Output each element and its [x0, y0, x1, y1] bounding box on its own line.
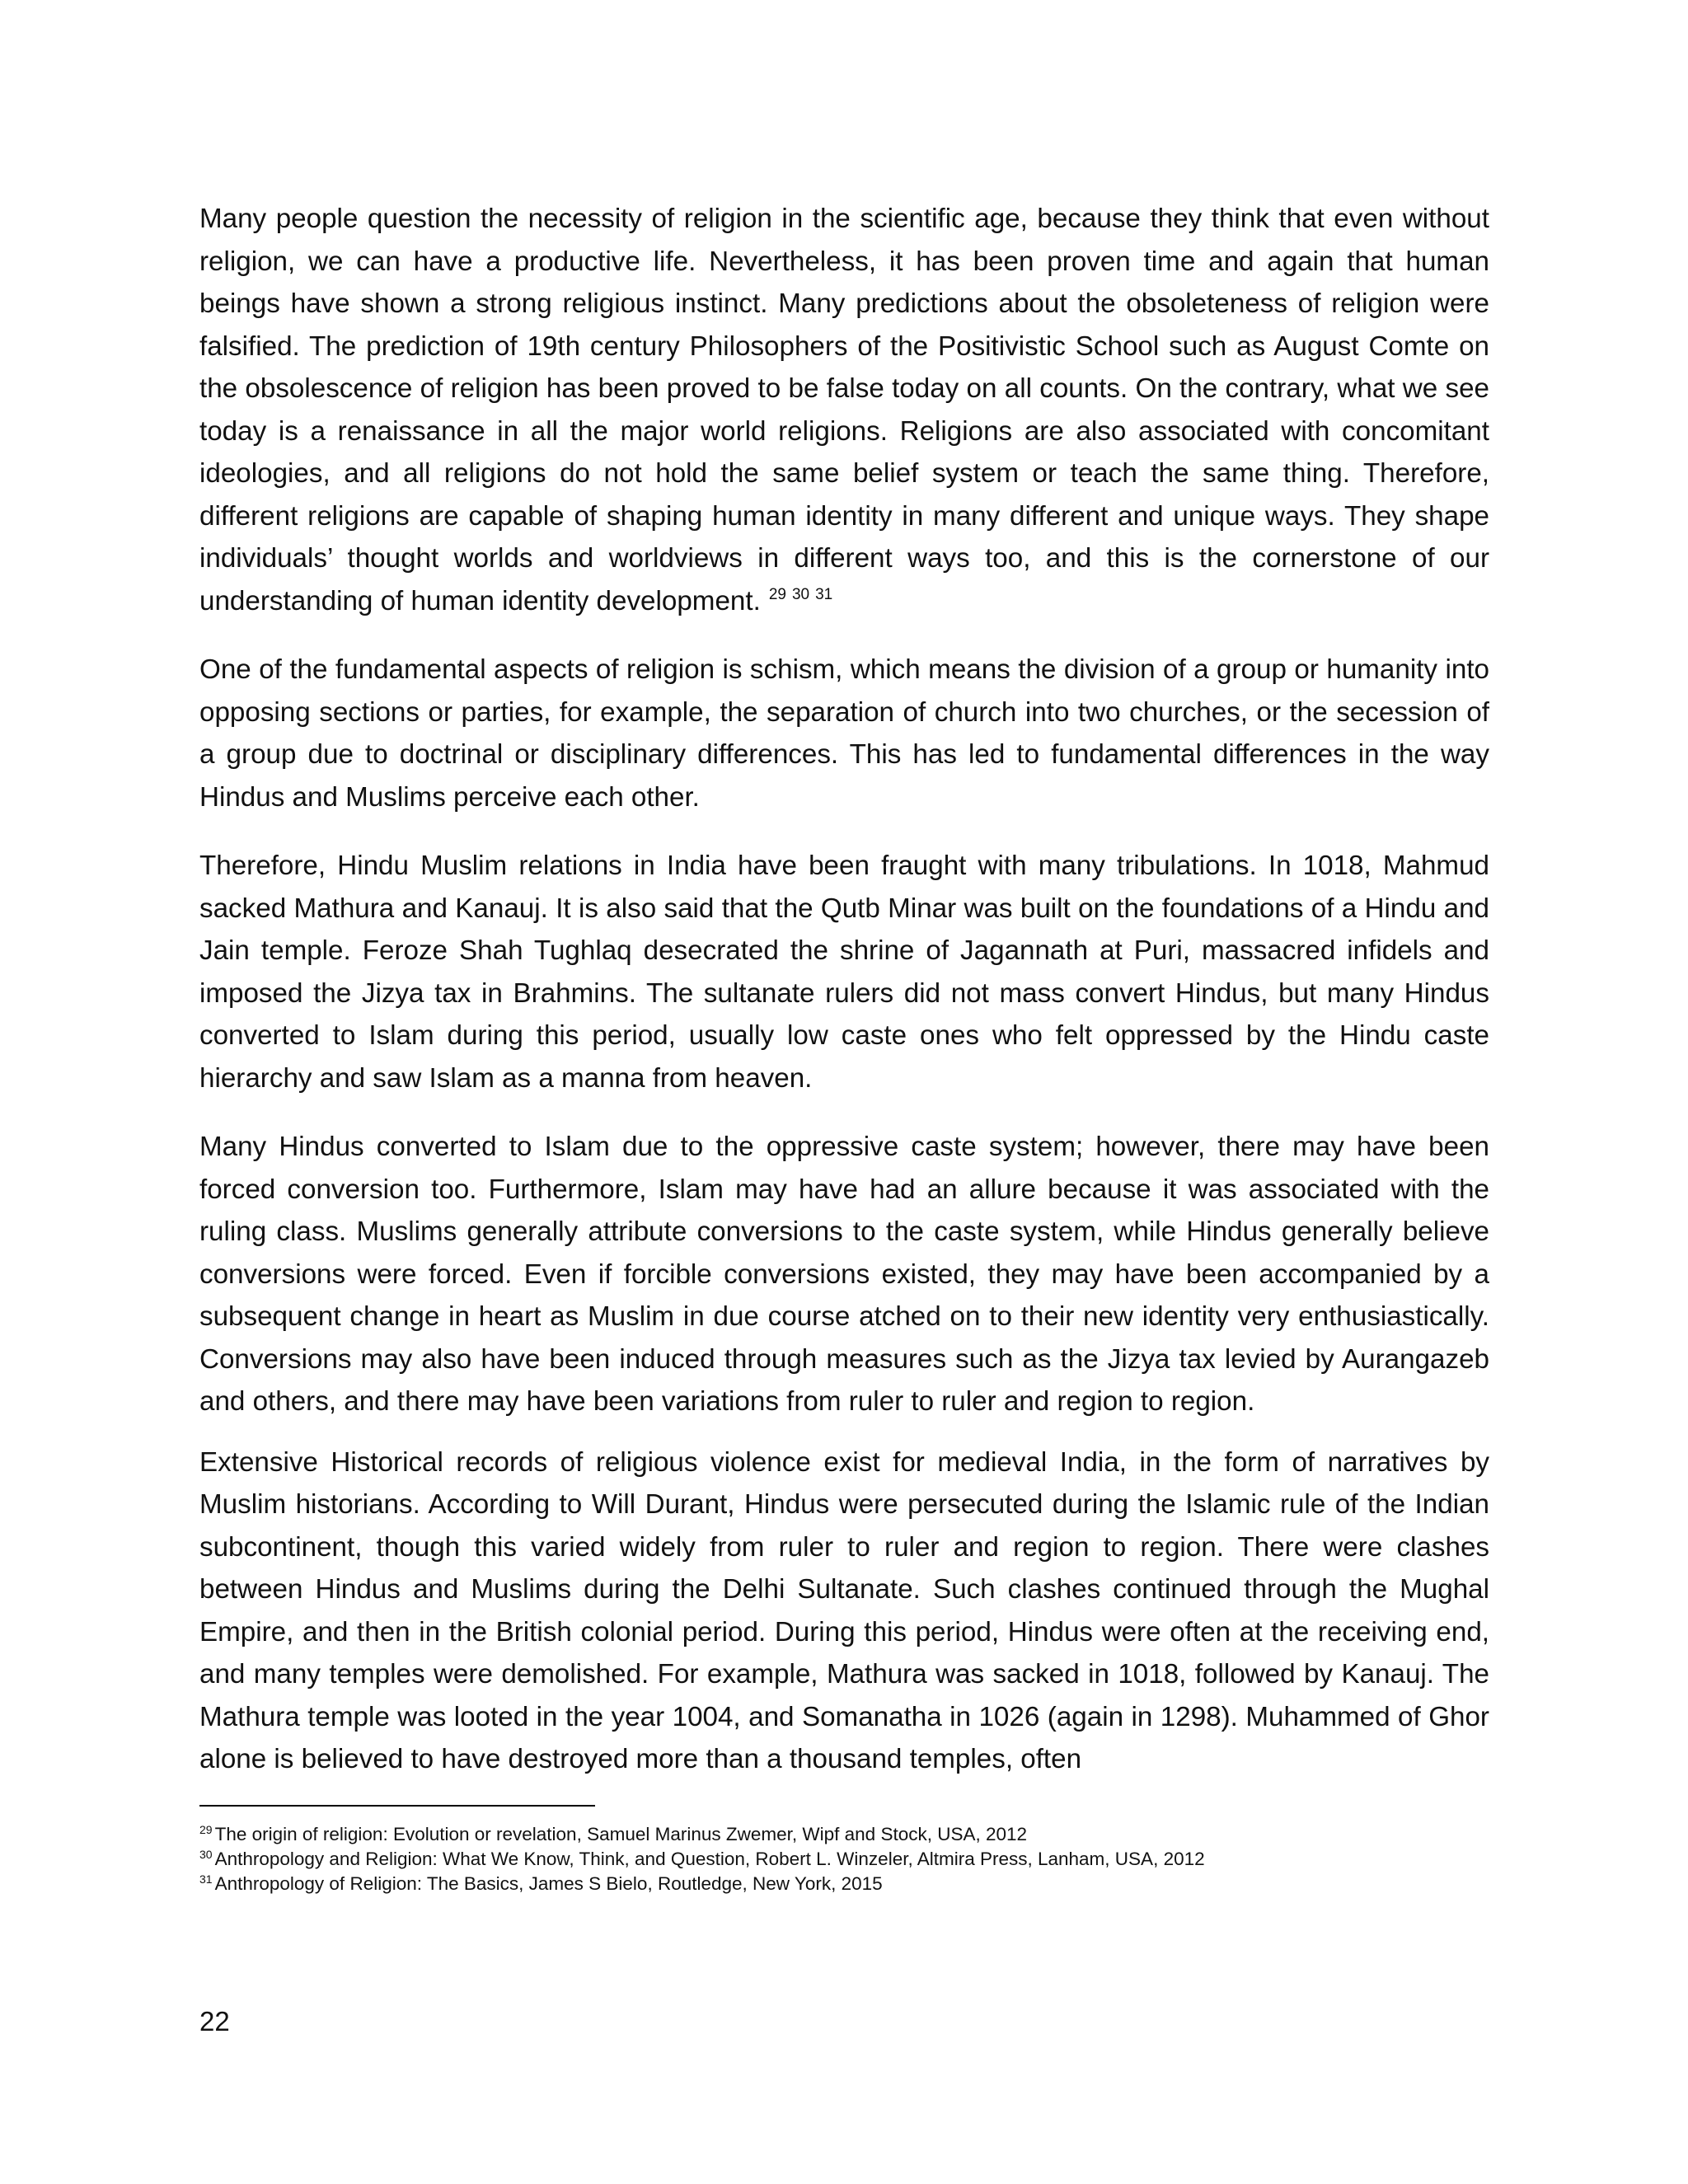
footnote-text: The origin of religion: Evolution or revelation, Samuel Marinus Zwemer, Wipf and Stock, USA, 2012: [214, 1824, 1028, 1844]
page-number: 22: [199, 2006, 230, 2036]
footnote-ref-31: 31: [815, 586, 833, 604]
footnotes: [199, 1822, 1489, 1896]
footnote-number: 29: [199, 1822, 213, 1836]
paragraph-text: Many people question the necessity of religion in the scientific age, because they think that even without religion, we can have a productive life. Nevertheless, it has been proven time and again that human beings have shown a strong religious instinct. Many predictions about the obsoleteness of religion were falsified. The prediction of 19th century Philosophers of the Positivistic School such as August Comte on the obsolescence of religion has been proved to be false today on all counts. On the contrary, what we see today is a renaissance in all the major world religions. Religions are also associated with concomitant ideologies, and all religions do not hold the same belief system or teach the same thing. Therefore, different religions are capable of shaping human identity in many different and unique ways. They shape individuals’ thought worlds and worldviews in different ways too, and this is the cornerstone of our understanding of human identity development.: [199, 204, 1489, 616]
footnote-30: [199, 1847, 1489, 1872]
footnote-separator: [199, 1805, 595, 1807]
paragraph-conversions: Many Hindus converted to Islam due to the oppressive caste system; however, there may have been forced conversion too. Furthermore, Islam may have had an allure because it was associated with the ruling class. Muslims generally attribute conversions to the caste system, while Hindus generally believe conversions were forced. Even if forcible conversions existed, they may have been accompanied by a subsequent change in heart as Muslim in due course atched on to their new identity very enthusiastically. Conversions may also have been induced through measures such as the Jizya tax levied by Aurangazeb and others, and there may have been variations from ruler to ruler and region to region.: [199, 1132, 1489, 1417]
body-text: [199, 198, 1489, 1781]
paragraph-historical-records: Extensive Historical records of religious violence exist for medieval India, in the form of narratives by Muslim historians. According to Will Durant, Hindus were persecuted during the Islamic rule of the Indian subcontinent, though this varied widely from ruler to ruler and region to region. There were clashes between Hindus and Muslims during the Delhi Sultanate. Such clashes continued through the Mughal Empire, and then in the British colonial period. During this period, Hindus were often at the receiving end, and many temples were demolished. For example, Mathura was sacked in 1018, followed by Kanauj. The Mathura temple was looted in the year 1004, and Somanatha in 1026 (again in 1298). Muhammed of Ghor alone is believed to have destroyed more than a thousand temples, often: [199, 1446, 1489, 1774]
paragraph-hindu-muslim-relations: Therefore, Hindu Muslim relations in India have been fraught with many tribulations. In 1018, Mahmud sacked Mathura and Kanauj. It is also said that the Qutb Minar was built on the foundations of a Hindu and Jain temple. Feroze Shah Tughlaq desecrated the shrine of Jagannath at Puri, massacred infidels and imposed the Jizya tax in Brahmins. The sultanate rulers did not mass convert Hindus, but many Hindus converted to Islam during this period, usually low caste ones who felt oppressed by the Hindu caste hierarchy and saw Islam as a manna from heaven.: [199, 851, 1489, 1094]
footnote-31: [199, 1872, 1489, 1896]
footnote-29: [199, 1822, 1489, 1847]
paragraph-schism: One of the fundamental aspects of religion is schism, which means the division of a group or humanity into opposing sections or parties, for example, the separation of church into two churches, or the secession of a group due to doctrinal or disciplinary differences. This has led to fundamental differences in the way Hindus and Muslims perceive each other.: [199, 654, 1489, 813]
paragraph-religion-necessity: [199, 198, 1489, 622]
footnote-number: 31: [199, 1872, 213, 1886]
footnote-ref-30: 30: [791, 586, 810, 604]
footnote-ref-29: 29: [768, 586, 786, 604]
footnote-number: 30: [199, 1847, 213, 1861]
footnote-text: Anthropology of Religion: The Basics, James S Bielo, Routledge, New York, 2015: [214, 1873, 883, 1894]
footnote-text: Anthropology and Religion: What We Know, Think, and Question, Robert L. Winzeler, Altmira Press, Lanham, USA, 2012: [214, 1849, 1205, 1869]
